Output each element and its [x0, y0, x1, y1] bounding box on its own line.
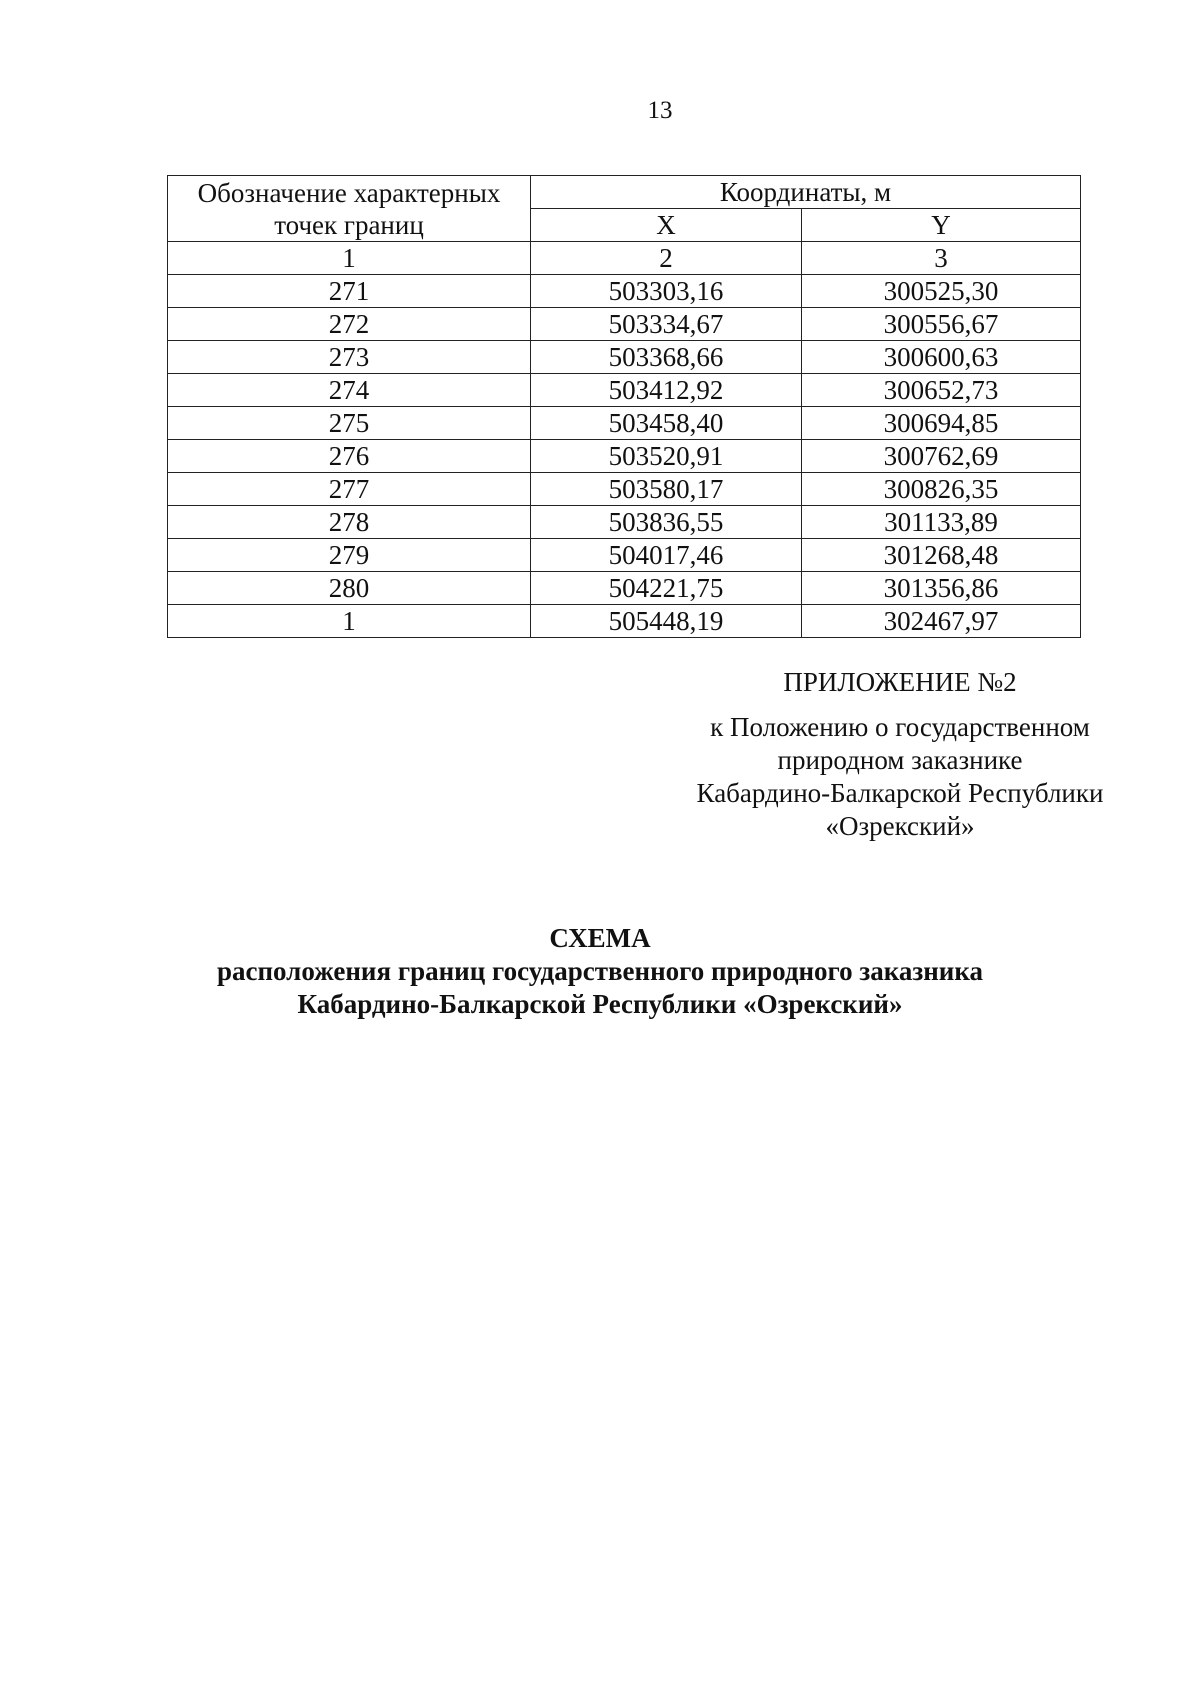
cell-point: 276: [168, 440, 531, 473]
cell-x: 503303,16: [531, 275, 802, 308]
cell-y: 300762,69: [802, 440, 1081, 473]
header-x: X: [531, 209, 802, 242]
table-row: [168, 473, 1081, 506]
appendix-title: ПРИЛОЖЕНИЕ №2: [783, 667, 1017, 697]
cell-y: 300694,85: [802, 407, 1081, 440]
cell-x: 504017,46: [531, 539, 802, 572]
cell-x: 503458,40: [531, 407, 802, 440]
table-row: [168, 308, 1081, 341]
appendix-line: «Озрекский»: [825, 811, 975, 841]
cell-point: 279: [168, 539, 531, 572]
table-row: [168, 374, 1081, 407]
cell-point: 275: [168, 407, 531, 440]
column-number: 3: [802, 242, 1081, 275]
cell-x: 504221,75: [531, 572, 802, 605]
cell-y: 300525,30: [802, 275, 1081, 308]
table-row: [168, 506, 1081, 539]
cell-x: 503520,91: [531, 440, 802, 473]
table-row: [168, 341, 1081, 374]
cell-x: 505448,19: [531, 605, 802, 638]
cell-point: 272: [168, 308, 531, 341]
scheme-title: СХЕМА: [549, 923, 651, 953]
cell-y: 300652,73: [802, 374, 1081, 407]
header-point-designation: Обозначение характерных точек границ: [168, 176, 531, 242]
table-row: [168, 539, 1081, 572]
cell-y: 302467,97: [802, 605, 1081, 638]
cell-x: 503580,17: [531, 473, 802, 506]
cell-x: 503368,66: [531, 341, 802, 374]
header-coordinates: Координаты, м: [531, 176, 1081, 209]
table-row: [168, 440, 1081, 473]
cell-y: 301133,89: [802, 506, 1081, 539]
cell-x: 503836,55: [531, 506, 802, 539]
scheme-subtitle-line: расположения границ государственного природного заказника: [216, 956, 984, 986]
cell-point: 271: [168, 275, 531, 308]
cell-y: 300600,63: [802, 341, 1081, 374]
coordinates-table: [167, 175, 1081, 638]
table-row: [168, 605, 1081, 638]
cell-y: 301268,48: [802, 539, 1081, 572]
cell-point: 274: [168, 374, 531, 407]
scheme-heading: [0, 922, 1200, 1021]
cell-y: 300826,35: [802, 473, 1081, 506]
cell-point: 277: [168, 473, 531, 506]
table-row: [168, 407, 1081, 440]
cell-point: 280: [168, 572, 531, 605]
cell-point: 273: [168, 341, 531, 374]
table-row: [168, 572, 1081, 605]
column-number: 1: [168, 242, 531, 275]
cell-point: 1: [168, 605, 531, 638]
appendix-line: природном заказнике: [777, 745, 1023, 775]
column-number: 2: [531, 242, 802, 275]
appendix-line: к Положению о государственном: [710, 712, 1090, 742]
cell-x: 503334,67: [531, 308, 802, 341]
header-y: Y: [802, 209, 1081, 242]
page-number: 13: [647, 97, 673, 124]
table-row: [168, 275, 1081, 308]
cell-y: 300556,67: [802, 308, 1081, 341]
scheme-subtitle-line: Кабардино-Балкарской Республики «Озрекский»: [297, 989, 903, 1019]
appendix-line: Кабардино-Балкарской Республики: [696, 778, 1104, 808]
cell-x: 503412,92: [531, 374, 802, 407]
cell-y: 301356,86: [802, 572, 1081, 605]
cell-point: 278: [168, 506, 531, 539]
appendix-block: [660, 666, 1140, 843]
